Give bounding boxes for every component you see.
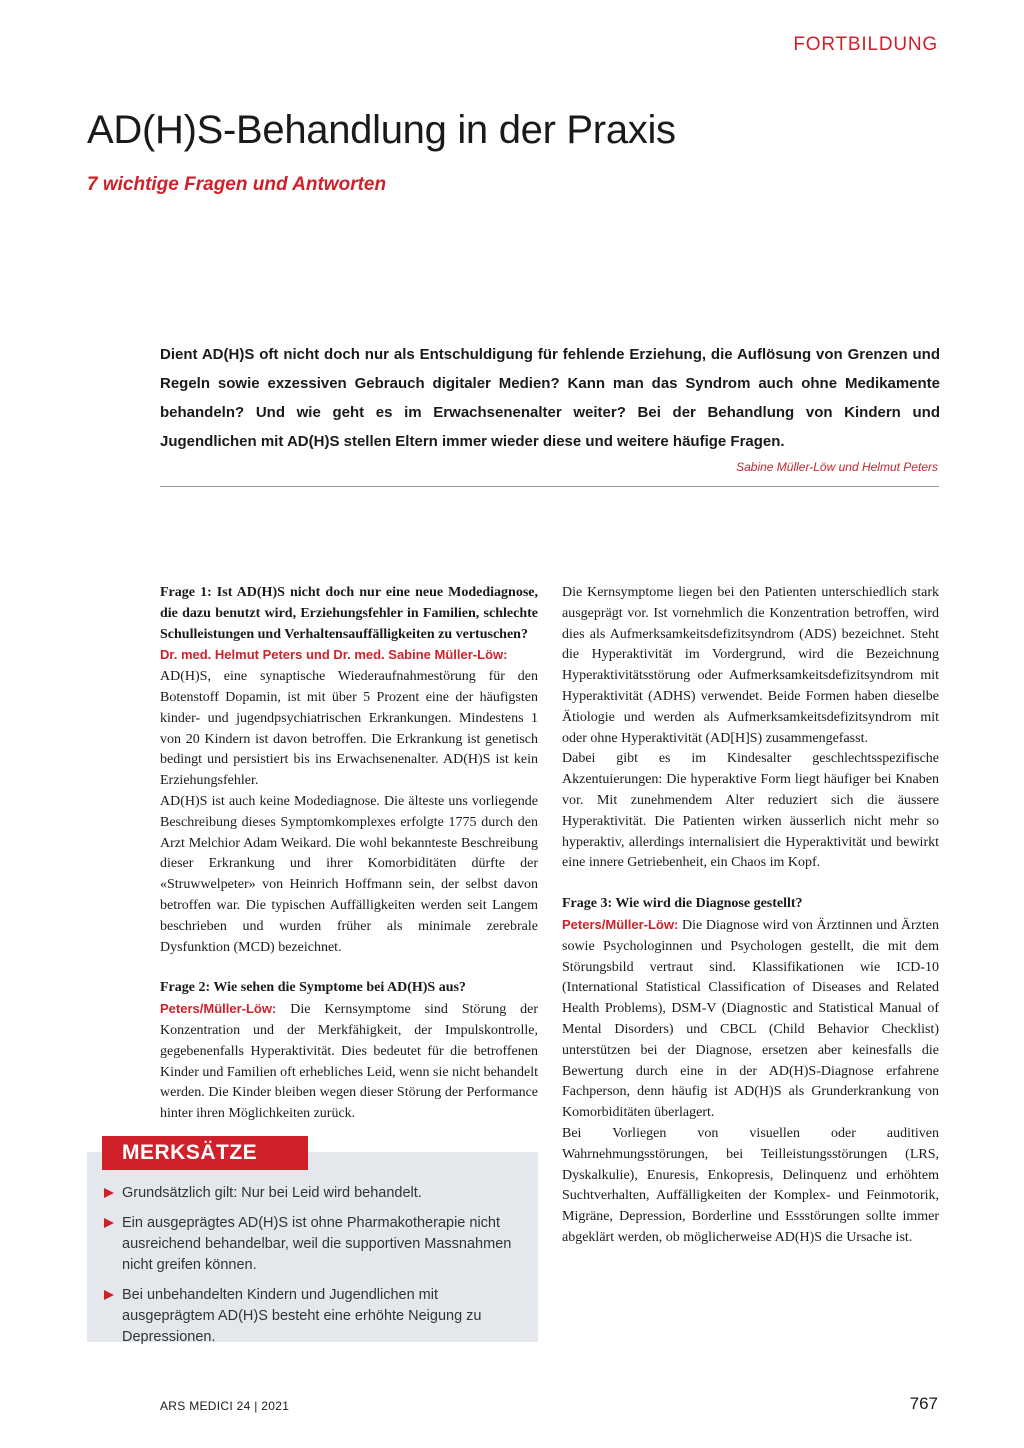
page-subtitle: 7 wichtige Fragen und Antworten (87, 174, 387, 195)
page-number: 767 (909, 1394, 938, 1413)
lead-paragraph: Dient AD(H)S oft nicht doch nur als Entschuldigung für fehlende Erziehung, die Auflösung von Grenzen und Regeln sowie exzessiven Gebrauch digitaler Medien? Kann man das Syndrom auch ohne Medikamente behandeln? Und wie geht es im Erwachsenenalter weiter? Bei der Behandlung von Kindern und Jugendlichen mit AD(H)S stellen Eltern immer wieder diese und weitere häufige Fragen. (160, 346, 940, 450)
authors: Sabine Müller-Löw und Helmut Peters (736, 460, 938, 474)
answer-3-paragraph: Bei Vorliegen von visuellen oder auditiven Wahrnehmungsstörungen, bei Teilleistungsstörungen (LRS, Dyskalkulie), Enuresis, Enkopresis, Delinquenz und erhöhtem Suchtverhalten, Auffälligkeiten der Komplex- und Feinmotorik, Migräne, Depression, Borderline und Essstörungen sollte immer abgeklärt werden, ob möglicherweise AD(H)S die Ursache ist. (562, 1125, 939, 1245)
answer-2-paragraph: Die Kernsymptome liegen bei den Patienten unterschiedlich stark ausgeprägt vor. Ist vornehmlich die Konzentration betroffen, wird dies als Aufmerksamkeitsdefizitsyndrom (ADS) bezeichnet. Steht die Hyperaktivität im Vordergrund, wird die Bezeichnung Hyperaktivitätsstörung oder Aufmerksamkeitsdefizitsyndrom mit Hyperaktivität (ADHS) verwendet. Beide Formen haben dieselbe Ätiologie und werden als Aufmerksamkeitsdefizitsyndrom mit oder ohne Hyperaktivität (AD[H]S) zusammengefasst. (562, 585, 939, 746)
answer-3-paragraph (562, 915, 939, 1124)
answer-2-paragraph (160, 999, 538, 1125)
key-point-item (104, 1183, 529, 1204)
triangle-bullet-icon (104, 1218, 114, 1228)
key-point-text: Ein ausgeprägtes AD(H)S ist ohne Pharmakotherapie nicht ausreichend behandelbar, weil die supportiven Massnahmen nicht greifen können. (122, 1215, 512, 1273)
answer-2-text-start: Die Kernsymptome sind Störung der Konzentration und der Merkfähigkeit, der Impulskontrolle, gegebenenfalls Hyperaktivität. Dies bedeutet für die betroffenen Kinder und Familien oft erhebliches Leid, wenn sie nicht behandelt werden. Die Kinder bleiben wegen dieser Störung der Performance hinter ihren Möglichkeiten zurück. (160, 1002, 538, 1122)
question-1: Frage 1: Ist AD(H)S nicht doch nur eine neue Modediagnose, die dazu benutzt wird, Erziehungsfehler in Familien, schlechte Schulleistungen und Verhaltensauffälligkeiten zu vertuschen? (160, 585, 538, 642)
answer-2-paragraph: Dabei gibt es im Kindesalter geschlechtsspezifische Akzentuierungen: Die hyperaktive Form liegt häufiger bei Knaben vor. Mit zunehmendem Alter reduziert sich die äussere Hyperaktivität. Die Patienten wirken äusserlich nicht mehr so hyperaktiv, allerdings internalisiert die Hyperaktivität und bewirkt eine innere Getriebenheit, ein Chaos im Kopf. (562, 751, 939, 871)
key-point-text: Bei unbehandelten Kindern und Jugendlichen mit ausgeprägtem AD(H)S besteht eine erhöhte Neigung zu Depressionen. (122, 1287, 482, 1345)
question-2: Frage 2: Wie sehen die Symptome bei AD(H)S aus? (160, 980, 466, 996)
key-point-item (104, 1213, 529, 1276)
left-column (160, 583, 538, 1125)
triangle-bullet-icon (104, 1290, 114, 1300)
divider (160, 486, 939, 487)
key-point-item (104, 1285, 529, 1348)
answerer-name: Peters/Müller-Löw: (562, 916, 679, 932)
answerer-name: Peters/Müller-Löw: (160, 1001, 277, 1017)
right-column (562, 583, 939, 1249)
section-label: FORTBILDUNG (793, 34, 938, 55)
answer-1-paragraph: AD(H)S ist auch keine Modediagnose. Die älteste uns vorliegende Beschreibung dieses Symptomkomplexes erfolgte 1775 durch den Arzt Melchior Adam Weikard. Die wohl bekannteste Beschreibung dieser Erkrankung und ihrer Komorbiditäten dürfte der «Struwwelpeter» von Heinrich Hoffmann sein, der selbst davon betroffen war. Die typischen Auffälligkeiten werden seit Langem beschrieben und wurden früher als minimale zerebrale Dysfunktion (MCD) bezeichnet. (160, 793, 538, 955)
answer-1-paragraph: AD(H)S, eine synaptische Wiederaufnahmestörung für den Botenstoff Dopamin, ist mit über 5 Prozent eine der häufigsten kinder- und jugendpsychiatrischen Erkrankungen. Mindestens 1 von 20 Kindern ist davon betroffen. Die Erkrankung ist genetisch bedingt und persistiert bis ins Erwachsenenalter. AD(H)S ist kein Erziehungsfehler. (160, 669, 538, 789)
answer-1-author (160, 645, 538, 667)
key-points-heading: MERKSÄTZE (102, 1136, 308, 1170)
answer-3-text: Die Diagnose wird von Ärztinnen und Ärzten sowie Psychologinnen und Psychologen gestellt, die mit dem Störungsbild vertraut sind. Klassifikationen wie ICD-10 (International Statistical Classification of Diseases and Related Health Problems), DSM-V (Diagnostic and Statistical Manual of Mental Disorders) und CBCL (Child Behavior Checklist) unterstützen bei der Diagnose, ersetzen aber keinesfalls die Bewertung durch eine in der AD(H)S-Diagnose erfahrene Fachperson, denn häufig ist AD(H)S als Grunderkrankung von Komorbiditäten überlagert. (562, 917, 939, 1121)
triangle-bullet-icon (104, 1188, 114, 1198)
key-points-list (104, 1183, 529, 1357)
page-title: AD(H)S-Behandlung in der Praxis (87, 108, 676, 152)
key-point-text: Grundsätzlich gilt: Nur bei Leid wird behandelt. (122, 1185, 422, 1201)
journal-footer: ARS MEDICI 24 | 2021 (160, 1399, 290, 1413)
question-3: Frage 3: Wie wird die Diagnose gestellt? (562, 896, 803, 912)
answerer-name: Dr. med. Helmut Peters und Dr. med. Sabine Müller-Löw: (160, 647, 508, 663)
